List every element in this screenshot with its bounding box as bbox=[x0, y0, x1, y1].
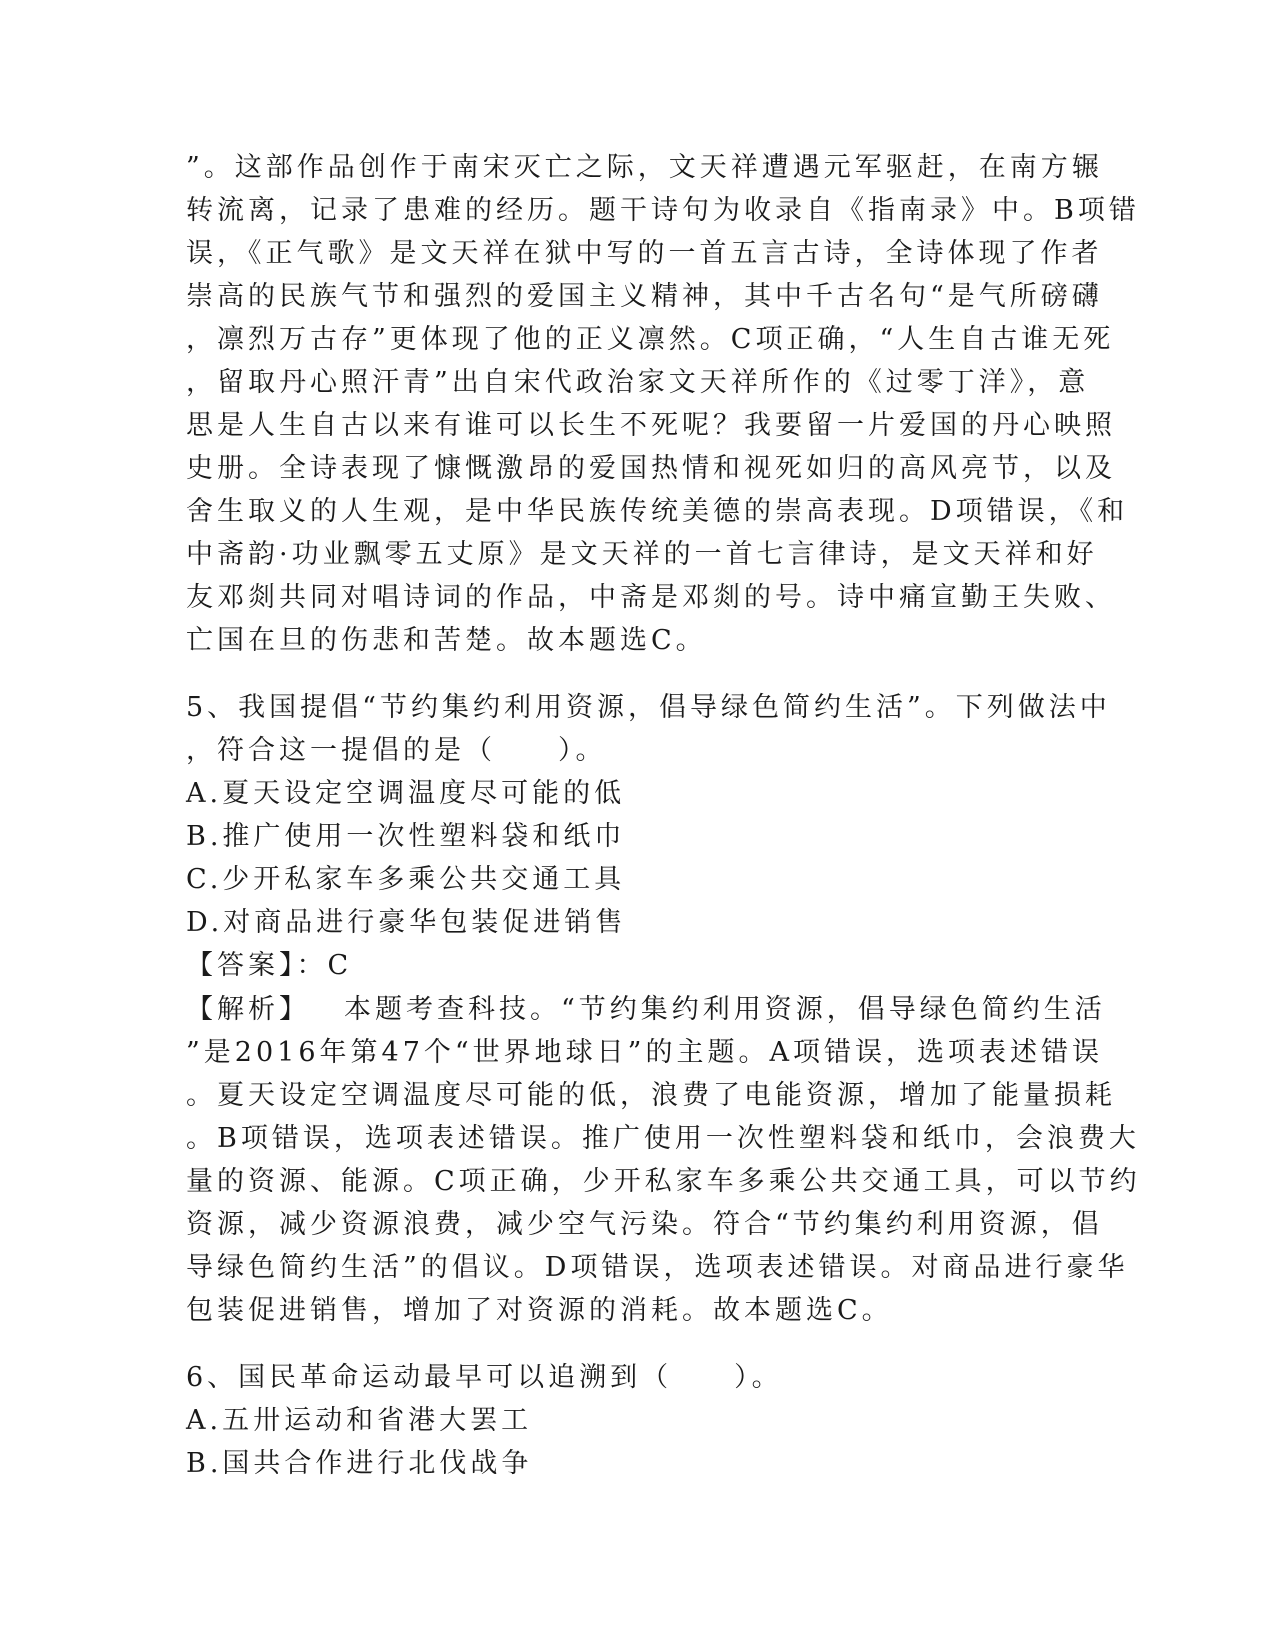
answer-label: 【答案】： bbox=[186, 950, 328, 981]
text-line: 中斋韵·功业飘零五丈原》是文天祥的一首七言律诗，是文天祥和好 bbox=[186, 539, 1098, 570]
option-d: D.对商品进行豪华包装促进销售 bbox=[186, 907, 627, 938]
text-line: 亡国在旦的伤悲和苦楚。故本题选C。 bbox=[186, 625, 707, 656]
explanation-line: 。夏天设定空调温度尽可能的低，浪费了电能资源，增加了能量损耗 bbox=[186, 1080, 1116, 1111]
explanation-line bbox=[186, 992, 1106, 1028]
text-line: ”。这部作品创作于南宋灭亡之际，文天祥遭遇元军驱赶，在南方辗 bbox=[186, 152, 1103, 183]
question-stem: ，符合这一提倡的是（ ）。 bbox=[186, 735, 607, 766]
text-line: ，凛烈万古存”更体现了他的正义凛然。C项正确，“人生自古谁无死 bbox=[186, 324, 1115, 355]
explanation-line: 量的资源、能源。C项正确，少开私家车多乘公共交通工具，可以节约 bbox=[186, 1166, 1141, 1197]
text-line: 友邓剡共同对唱诗词的作品，中斋是邓剡的号。诗中痛宣勤王失败、 bbox=[186, 582, 1116, 613]
text-line: 转流离，记录了患难的经历。题干诗句为收录自《指南录》中。B项错 bbox=[186, 195, 1140, 226]
answer-line bbox=[186, 948, 1086, 984]
option-c: C.少开私家车多乘公共交通工具 bbox=[186, 864, 626, 895]
answer-value: C bbox=[327, 950, 353, 981]
explanation-line: 。B项错误，选项表述错误。推广使用一次性塑料袋和纸巾，会浪费大 bbox=[186, 1123, 1140, 1154]
explanation-label: 【解析】 bbox=[186, 994, 310, 1025]
text-line: 误，《正气歌》是文天祥在狱中写的一首五言古诗，全诗体现了作者 bbox=[186, 238, 1103, 269]
text-line: 舍生取义的人生观，是中华民族传统美德的崇高表现。D项错误，《和 bbox=[186, 496, 1129, 527]
question-stem: 5、我国提倡“节约集约利用资源，倡导绿色简约生活”。下列做法中 bbox=[186, 692, 1111, 723]
explanation-line: ”是2016年第47个“世界地球日”的主题。A项错误，选项表述错误 bbox=[186, 1037, 1103, 1068]
text-line: 崇高的民族气节和强烈的爱国主义精神，其中千古名句“是气所磅礴 bbox=[186, 281, 1103, 312]
explanation-line: 包装促进销售，增加了对资源的消耗。故本题选C。 bbox=[186, 1295, 893, 1326]
text-line: ，留取丹心照汗青”出自宋代政治家文天祥所作的《过零丁洋》，意 bbox=[186, 367, 1090, 398]
text-line: 史册。全诗表现了慷慨激昂的爱国热情和视死如归的高风亮节，以及 bbox=[186, 453, 1116, 484]
option-b: B.推广使用一次性塑料袋和纸巾 bbox=[186, 821, 626, 852]
explanation-line: 导绿色简约生活”的倡议。D项错误，选项表述错误。对商品进行豪华 bbox=[186, 1252, 1129, 1283]
question-stem: 6、国民革命运动最早可以追溯到（ ）。 bbox=[186, 1362, 783, 1393]
text-line: 思是人生自古以来有谁可以长生不死呢？我要留一片爱国的丹心映照 bbox=[186, 410, 1116, 441]
explanation-line: 资源，减少资源浪费，减少空气污染。符合“节约集约利用资源，倡 bbox=[186, 1209, 1103, 1240]
explanation-text: 本题考查科技。“节约集约利用资源，倡导绿色简约生活 bbox=[344, 994, 1106, 1025]
option-b: B.国共合作进行北伐战争 bbox=[186, 1448, 533, 1479]
option-a: A.夏天设定空调温度尽可能的低 bbox=[186, 778, 626, 809]
option-a: A.五卅运动和省港大罢工 bbox=[186, 1405, 533, 1436]
